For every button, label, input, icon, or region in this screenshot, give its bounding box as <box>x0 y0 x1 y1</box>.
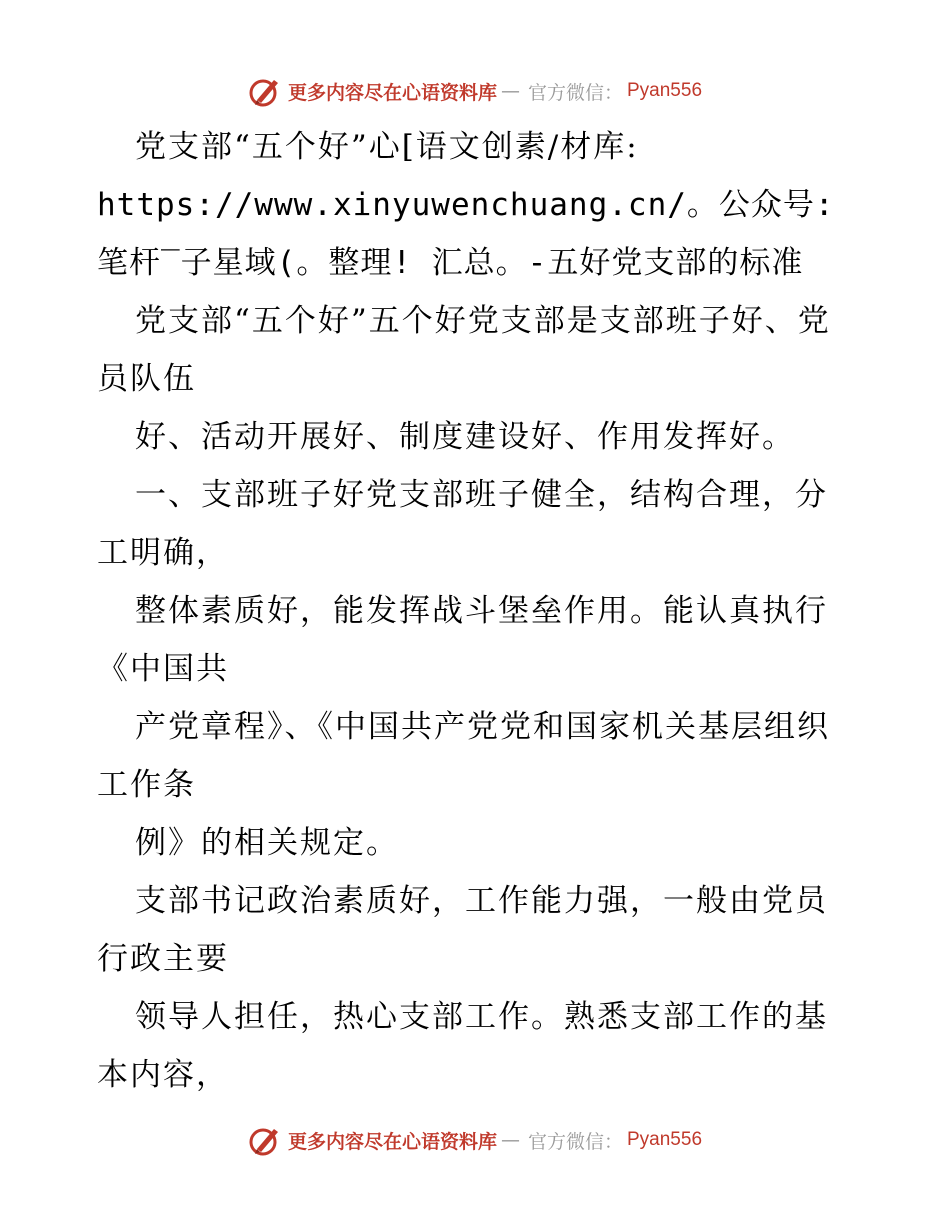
banner-wechat-label: 官方微信： <box>527 1130 623 1153</box>
paragraph: 好、活动开展好、制度建设好、作用发挥好。 <box>135 419 795 455</box>
pen-logo-icon <box>248 74 282 108</box>
banner-wechat-label: 官方微信： <box>527 81 623 104</box>
paragraph: 一、支部班子好党支部班子健全，结构合理，分工明确， <box>97 477 828 571</box>
document-body <box>97 118 857 1104</box>
paragraph: 产党章程》、《中国共产党党和国家机关基层组织工作条 <box>97 709 830 803</box>
banner-text: 更多内容尽在心语资料库 <box>287 81 497 104</box>
paragraph: 领导人担任，热心支部工作。熟悉支部工作的基本内容， <box>97 999 828 1093</box>
footer-banner[interactable] <box>0 1120 950 1160</box>
banner-dash: — <box>500 80 520 102</box>
banner-wechat-id: Pyan556 <box>627 80 703 101</box>
paragraph: https://www.xinyuwenchuang.cn/。公众号: 笔杆‾子星域(。整理! 汇总。-五好党支部的标准 <box>97 187 835 281</box>
paragraph: 党支部“五个好”五个好党支部是支部班子好、党员队伍 <box>97 303 831 397</box>
pen-logo-icon <box>248 1123 282 1157</box>
paragraph: 党支部“五个好”心[语文创素/材库: <box>135 129 639 165</box>
paragraph: 支部书记政治素质好，工作能力强，一般由党员行政主要 <box>97 883 828 977</box>
banner-wechat-id: Pyan556 <box>627 1129 703 1150</box>
banner-dash: — <box>500 1129 520 1151</box>
header-banner[interactable] <box>0 71 950 111</box>
paragraph: 例》的相关规定。 <box>135 825 399 861</box>
paragraph: 整体素质好，能发挥战斗堡垒作用。能认真执行《中国共 <box>97 593 828 687</box>
banner-text: 更多内容尽在心语资料库 <box>287 1130 497 1153</box>
